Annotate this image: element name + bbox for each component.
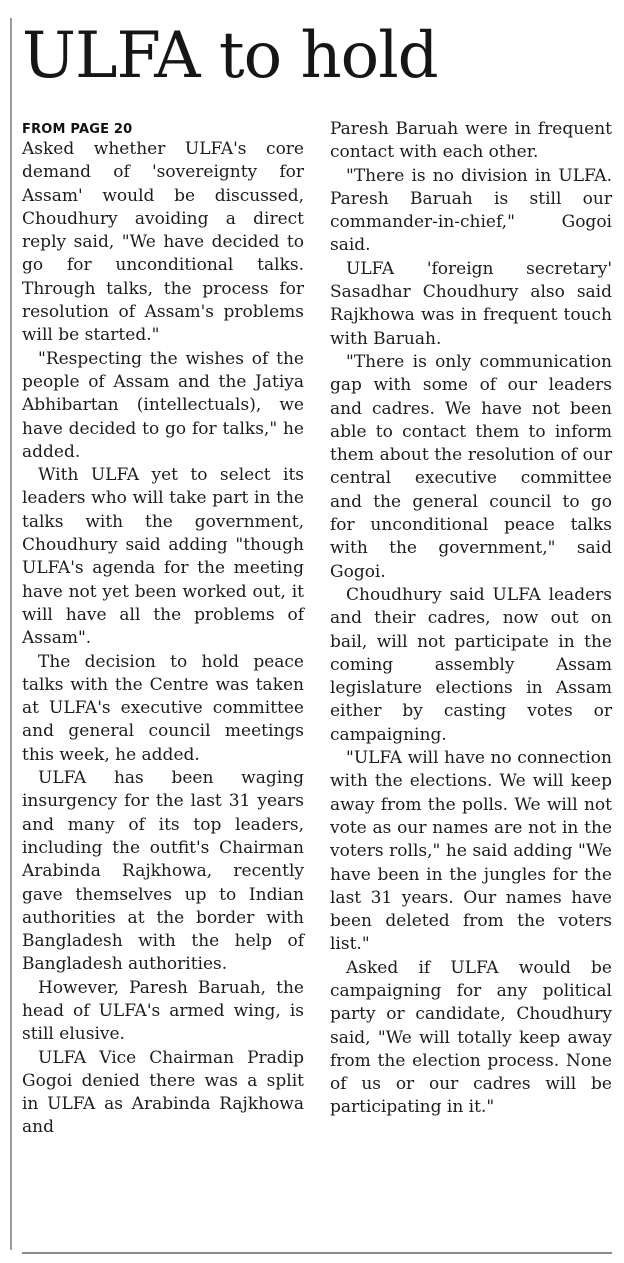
paragraph: The decision to hold peace talks with the Centre was taken at ULFA's executive committee and general council meetings this week, he added. (22, 651, 304, 765)
paragraph: With ULFA yet to select its leaders who will take part in the talks with the government, Choudhury said adding "though ULFA's agenda for the meeting have not yet been worked out, it will have all the problems of Assam". (22, 465, 304, 649)
paragraph: However, Paresh Baruah, the head of ULFA's armed wing, is still elusive. (22, 977, 304, 1045)
paragraph: ULFA Vice Chairman Pradip Gogoi denied there was a split in ULFA as Arabinda Rajkhowa and (22, 1047, 304, 1138)
paragraph: "ULFA will have no connection with the elections. We will keep away from the polls. We will not vote as our names are not in the voters rolls," he said adding "We have been in the jungles for the last 31 years. Our names have been deleted from the voters list." (330, 748, 612, 955)
paragraph: "Respecting the wishes of the people of Assam and the Jatiya Abhibartan (intellectuals), we have decided to go for talks," he added. (22, 348, 304, 462)
paragraph: ULFA 'foreign secretary' Sasadhar Choudhury also said Rajkhowa was in frequent touch with Baruah. (330, 258, 612, 349)
article-column-left (22, 120, 304, 1140)
paragraph: "There is only communication gap with some of our leaders and cadres. We have not been able to contact them to inform them about the resolution of our central executive committee and the general council to go for unconditional peace talks with the government," said Gogoi. (330, 351, 612, 582)
article-column-right (330, 118, 612, 1120)
headline: ULFA to hold (22, 19, 438, 93)
paragraph: Paresh Baruah were in frequent contact with each other. (330, 119, 612, 163)
paragraph: "There is no division in ULFA. Paresh Baruah is still our commander-in-chief," Gogoi said. (330, 165, 612, 256)
paragraph: Choudhury said ULFA leaders and their cadres, now out on bail, will not participate in the coming assembly Assam legislature elections in Assam either by casting votes or campaigning. (330, 584, 612, 745)
continuation-kicker: FROM PAGE 20 (22, 122, 133, 137)
paragraph: ULFA has been waging insurgency for the last 31 years and many of its top leaders, including the outfit's Chairman Arabinda Rajkhowa, recently gave themselves up to Indian authorities at the border with Bangladesh with the help of Bangladesh authorities. (22, 768, 304, 975)
paragraph: Asked whether ULFA's core demand of 'sovereignty for Assam' would be discussed, Choudhury avoiding a direct reply said, "We have decided to go for unconditional talks. Through talks, the process for resolution of Assam's problems will be started." (22, 139, 304, 346)
left-column-rule (10, 18, 12, 1250)
bottom-rule (22, 1252, 612, 1254)
paragraph: Asked if ULFA would be campaigning for any political party or candidate, Choudhury said, "We will totally keep away from the election process. None of us or our cadres will be participating in it." (330, 957, 612, 1118)
